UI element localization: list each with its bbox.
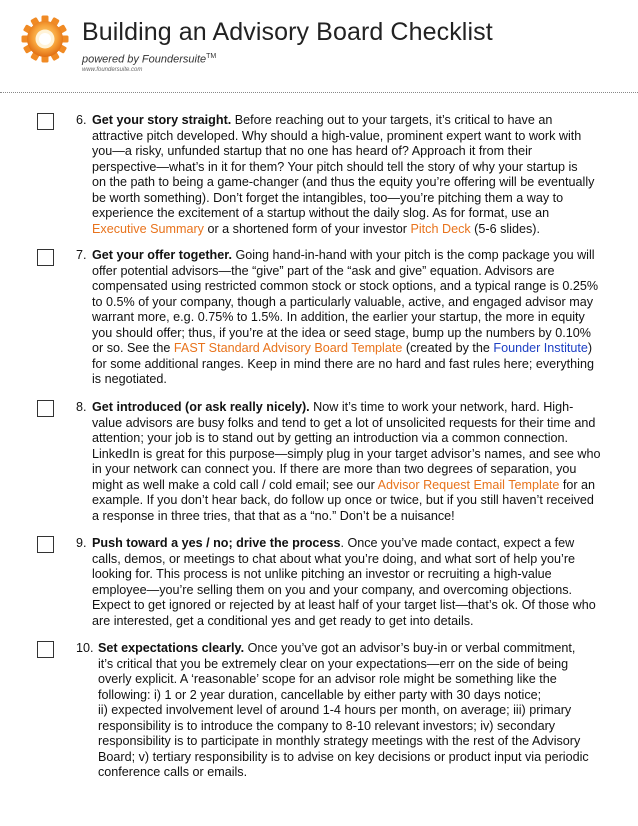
item-text bbox=[92, 400, 600, 524]
text-line bbox=[92, 175, 594, 191]
checkbox[interactable] bbox=[37, 641, 54, 658]
body-text: following: i) 1 or 2 year duration, cancellable by either party with 30 days notice; bbox=[98, 687, 542, 702]
text-line bbox=[98, 657, 589, 673]
text-line bbox=[92, 583, 596, 599]
checkbox[interactable] bbox=[37, 113, 54, 130]
body-text: Going hand-in-hand with your pitch is the comp package you will bbox=[231, 248, 595, 262]
body-text: offer potential advisors—the “give” part of the “ask and give” equation. Advisors are bbox=[92, 263, 555, 278]
item-text bbox=[92, 536, 596, 629]
text-line bbox=[92, 222, 594, 238]
text-line bbox=[92, 310, 598, 326]
body-text: to 0.5% of your company, though a particularly valuable, active, and engaged advisor may bbox=[92, 294, 594, 309]
item-number: 7. bbox=[76, 248, 87, 262]
body-text: ) bbox=[587, 341, 593, 355]
text-line bbox=[92, 113, 594, 129]
item-text bbox=[92, 248, 598, 388]
text-line bbox=[92, 357, 598, 373]
body-text: . Once you’ve made contact, expect a few bbox=[340, 536, 575, 550]
body-text: example. If you don’t hear back, do follow up once or twice, but if you still haven’t received bbox=[92, 493, 594, 507]
body-text: looking for. This process is not unlike pitching an investor or recruiting a high-value bbox=[92, 567, 552, 581]
body-text: or so. See the bbox=[92, 341, 174, 355]
body-text: Expect to get ignored or rejected by at least half of your target list—that’s ok. Of those who bbox=[92, 598, 596, 612]
item-text bbox=[98, 641, 589, 781]
body-text: perspective—what’s in it for them? Your pitch should tell the story of why your startup is bbox=[92, 159, 578, 174]
text-line bbox=[98, 765, 589, 781]
trademark: TM bbox=[206, 53, 217, 60]
text-line bbox=[92, 264, 598, 280]
powered-by-text: powered by Foundersuite bbox=[82, 53, 207, 66]
body-text: for some additional ranges. Keep in mind there are no hard and fast rules here; everything bbox=[92, 356, 594, 371]
text-line bbox=[92, 509, 600, 525]
template-link[interactable]: FAST Standard Advisory Board Template bbox=[173, 341, 403, 355]
body-text: it’s critical that you be extremely clear on your expectations—err on the side of being bbox=[98, 656, 569, 671]
item-heading: Set expectations clearly. bbox=[98, 641, 245, 655]
body-text: attractive pitch developed. Why should a high-value, prominent expert want to work with bbox=[92, 128, 582, 143]
body-text: employee—you’re selling them on you and your company, and overcoming objections. bbox=[92, 582, 572, 597]
founder-institute-link[interactable]: Founder Institute bbox=[493, 341, 588, 355]
text-line bbox=[98, 703, 589, 719]
body-text: Once you’ve got an advisor’s buy-in or verbal commitment, bbox=[244, 641, 576, 655]
website-url: www.foundersuite.com bbox=[82, 67, 143, 73]
body-text: be worth something). Don’t forget the intangibles, too—you’re pitching them a way to bbox=[92, 190, 564, 205]
text-line bbox=[92, 295, 598, 311]
body-text: LinkedIn is great for this purpose—simply plug in your target advisor’s names, and see who bbox=[92, 446, 601, 461]
text-line bbox=[92, 326, 598, 342]
page-title: Building an Advisory Board Checklist bbox=[82, 18, 493, 46]
template-link[interactable]: Executive Summary bbox=[92, 221, 204, 236]
body-text: (5-6 slides). bbox=[470, 221, 540, 236]
item-heading: Get introduced (or ask really nicely). bbox=[92, 400, 310, 414]
text-line bbox=[98, 750, 589, 766]
text-line bbox=[92, 431, 600, 447]
text-line bbox=[92, 614, 596, 630]
body-text: responsibility is to participate in monthly strategy meetings with the rest of the Advisory bbox=[98, 734, 581, 748]
text-line bbox=[98, 719, 589, 735]
checkbox[interactable] bbox=[37, 249, 54, 266]
powered-by bbox=[82, 53, 216, 66]
body-text: value advisors are busy folks and tend to get a lot of unsolicited requests for their time and bbox=[92, 415, 596, 430]
body-text: you should offer; thus, if you’re at the idea or seed stage, bump up the numbers by 0.10% bbox=[92, 325, 591, 340]
body-text: is negotiated. bbox=[92, 372, 167, 386]
body-text: warrant more, e.g. 0.75% to 1.5%. In addition, the earlier your startup, the more in equity bbox=[92, 310, 585, 324]
text-line bbox=[92, 400, 600, 416]
body-text: conference calls or emails. bbox=[98, 765, 248, 779]
text-line bbox=[92, 341, 598, 357]
header bbox=[0, 0, 638, 90]
body-text: calls, demos, or meetings to chat about what you’re doing, and what sort of help you’re bbox=[92, 551, 576, 566]
item-text bbox=[92, 113, 594, 237]
text-line bbox=[92, 478, 600, 494]
text-line bbox=[92, 144, 594, 160]
body-text: a response in three tries, that that as a “no.” Don’t be a nuisance! bbox=[92, 508, 455, 523]
body-text: experience the excitement of a startup without the daily slog. As for format, use an bbox=[92, 206, 550, 220]
item-number: 8. bbox=[76, 400, 87, 414]
body-text: Now it’s time to work your network, hard. High- bbox=[309, 400, 574, 414]
text-line bbox=[92, 206, 594, 222]
body-text: responsibility is to introduce the company to 8-10 relevant investors; iv) secondary bbox=[98, 718, 556, 733]
item-heading: Get your offer together. bbox=[92, 248, 232, 262]
text-line bbox=[98, 734, 589, 750]
body-text: ii) expected involvement level of around 1-4 hours per month, on average; iii) primary bbox=[98, 703, 572, 717]
text-line bbox=[92, 552, 596, 568]
text-line bbox=[98, 688, 589, 704]
body-text: might as well make a cold call / cold email; see our bbox=[92, 477, 378, 492]
item-number: 10. bbox=[76, 641, 94, 655]
text-line bbox=[92, 567, 596, 583]
text-line bbox=[92, 279, 598, 295]
text-line bbox=[92, 129, 594, 145]
body-text: on the path to being a game-changer (and thus the equity you’re offering will be eventually bbox=[92, 175, 595, 189]
body-text: attention; your job is to stand out by getting an introduction via a common connection. bbox=[92, 431, 569, 445]
text-line bbox=[92, 372, 598, 388]
item-heading: Push toward a yes / no; drive the process bbox=[92, 536, 341, 550]
item-number: 9. bbox=[76, 536, 87, 550]
body-text: Board; v) tertiary responsibility is to advise on key decisions or product input via periodic bbox=[98, 749, 589, 764]
text-line bbox=[92, 248, 598, 264]
foundersuite-logo-icon bbox=[20, 14, 70, 64]
body-text: compensated using restricted common stock or stock options, and a typical range is 0.25% bbox=[92, 279, 599, 293]
template-link[interactable]: Advisor Request Email Template bbox=[377, 477, 560, 492]
body-text: in your network can connect you. If there are more than two degrees of separation, you bbox=[92, 462, 577, 476]
checkbox[interactable] bbox=[37, 400, 54, 417]
text-line bbox=[92, 493, 600, 509]
text-line bbox=[92, 598, 596, 614]
text-line bbox=[92, 447, 600, 463]
body-text: Before reaching out to your targets, it’s critical to have an bbox=[231, 113, 553, 127]
text-line bbox=[98, 672, 589, 688]
text-line bbox=[92, 191, 594, 207]
template-link[interactable]: Pitch Deck bbox=[410, 221, 471, 236]
body-text: overly explicit. A ‘reasonable’ scope for an advisor role might be something like the bbox=[98, 672, 557, 686]
text-line bbox=[92, 160, 594, 176]
checkbox[interactable] bbox=[37, 536, 54, 553]
body-text: you—a risky, unfunded startup that no one has heard of? Approach it from their bbox=[92, 144, 533, 158]
text-line bbox=[92, 536, 596, 552]
text-line bbox=[92, 416, 600, 432]
text-line bbox=[98, 641, 589, 657]
body-text: or a shortened form of your investor bbox=[203, 221, 411, 236]
body-text: (created by the bbox=[402, 341, 494, 355]
body-text: are interested, get a conditional yes and get ready to get into details. bbox=[92, 613, 474, 628]
item-heading: Get your story straight. bbox=[92, 113, 232, 127]
item-number: 6. bbox=[76, 113, 87, 127]
body-text: for an bbox=[559, 477, 596, 492]
header-divider bbox=[0, 92, 638, 93]
text-line bbox=[92, 462, 600, 478]
